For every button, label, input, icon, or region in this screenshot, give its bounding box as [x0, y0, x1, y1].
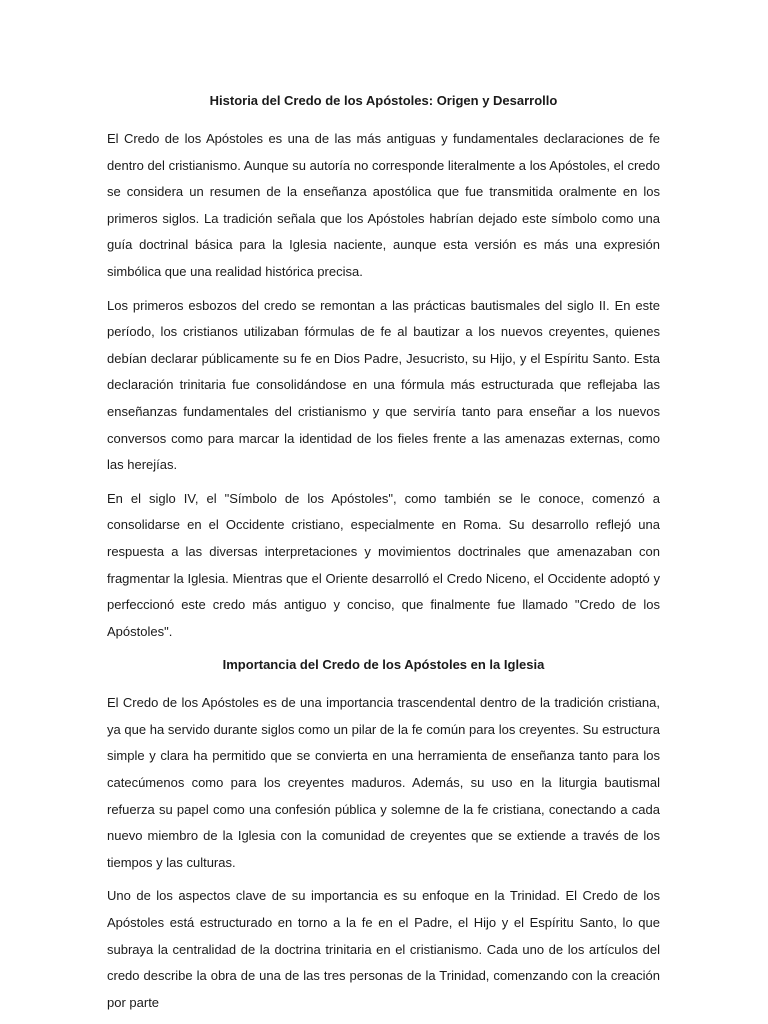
document-page [107, 88, 660, 1023]
paragraph-origin: El Credo de los Apóstoles es una de las más antiguas y fundamentales declaraciones de fe dentro del cristianismo. Aunque su autoría no corresponde literalmente a los Apóstoles, el credo se considera un resumen de la enseñanza apostólica que fue transmitida oralmente en los primeros siglos. La tradición señala que los Apóstoles habrían dejado este símbolo como una guía doctrinal básica para la Iglesia naciente, aunque esta versión es más una expresión simbólica que una realidad histórica precisa. [107, 131, 660, 279]
paragraph-early-drafts: Los primeros esbozos del credo se remontan a las prácticas bautismales del siglo II. En este período, los cristianos utilizaban fórmulas de fe al bautizar a los nuevos creyentes, quienes debían declarar públicamente su fe en Dios Padre, Jesucristo, su Hijo, y el Espíritu Santo. Esta declaración trinitaria fue consolidándose en una fórmula más estructurada que reflejaba las enseñanzas fundamentales del cristianismo y que serviría tanto para enseñar a los nuevos conversos como para marcar la identidad de los fieles frente a las amenazas externas, como las herejías. [107, 297, 660, 473]
paragraph-fourth-century: En el siglo IV, el "Símbolo de los Apóstoles", como también se le conoce, comenzó a consolidarse en el Occidente cristiano, especialmente en Roma. Su desarrollo reflejó una respuesta a las diversas interpretaciones y movimientos doctrinales que amenazaban con fragmentar la Iglesia. Mientras que el Oriente desarrolló el Credo Niceno, el Occidente adoptó y perfeccionó este credo más antiguo y conciso, que finalmente fue llamado "Credo de los Apóstoles". [107, 490, 660, 639]
document-title: Historia del Credo de los Apóstoles: Origen y Desarrollo [209, 93, 558, 108]
section-subtitle: Importancia del Credo de los Apóstoles en la Iglesia [222, 657, 545, 673]
paragraph-trinity: Uno de los aspectos clave de su importancia es su enfoque en la Trinidad. El Credo de los Apóstoles está estructurado en torno a la fe en el Padre, el Hijo y el Espíritu Santo, lo que subraya la centralidad de la doctrina trinitaria en el cristianismo. Cada uno de los artículos del credo describe la obra de una de las tres personas de la Trinidad, comenzando con la creación por parte [107, 888, 660, 1010]
paragraph-importance: El Credo de los Apóstoles es de una importancia trascendental dentro de la tradición cristiana, ya que ha servido durante siglos como un pilar de la fe común para los creyentes. Su estructura simple y clara ha permitido que se convierta en una herramienta de enseñanza tanto para los catecúmenos como para los creyentes maduros. Además, su uso en la liturgia bautismal refuerza su papel como una confesión pública y solemne de la fe cristiana, conectando a cada nuevo miembro de la Iglesia con la comunidad de creyentes que se extiende a través de los tiempos y las culturas. [107, 695, 660, 870]
